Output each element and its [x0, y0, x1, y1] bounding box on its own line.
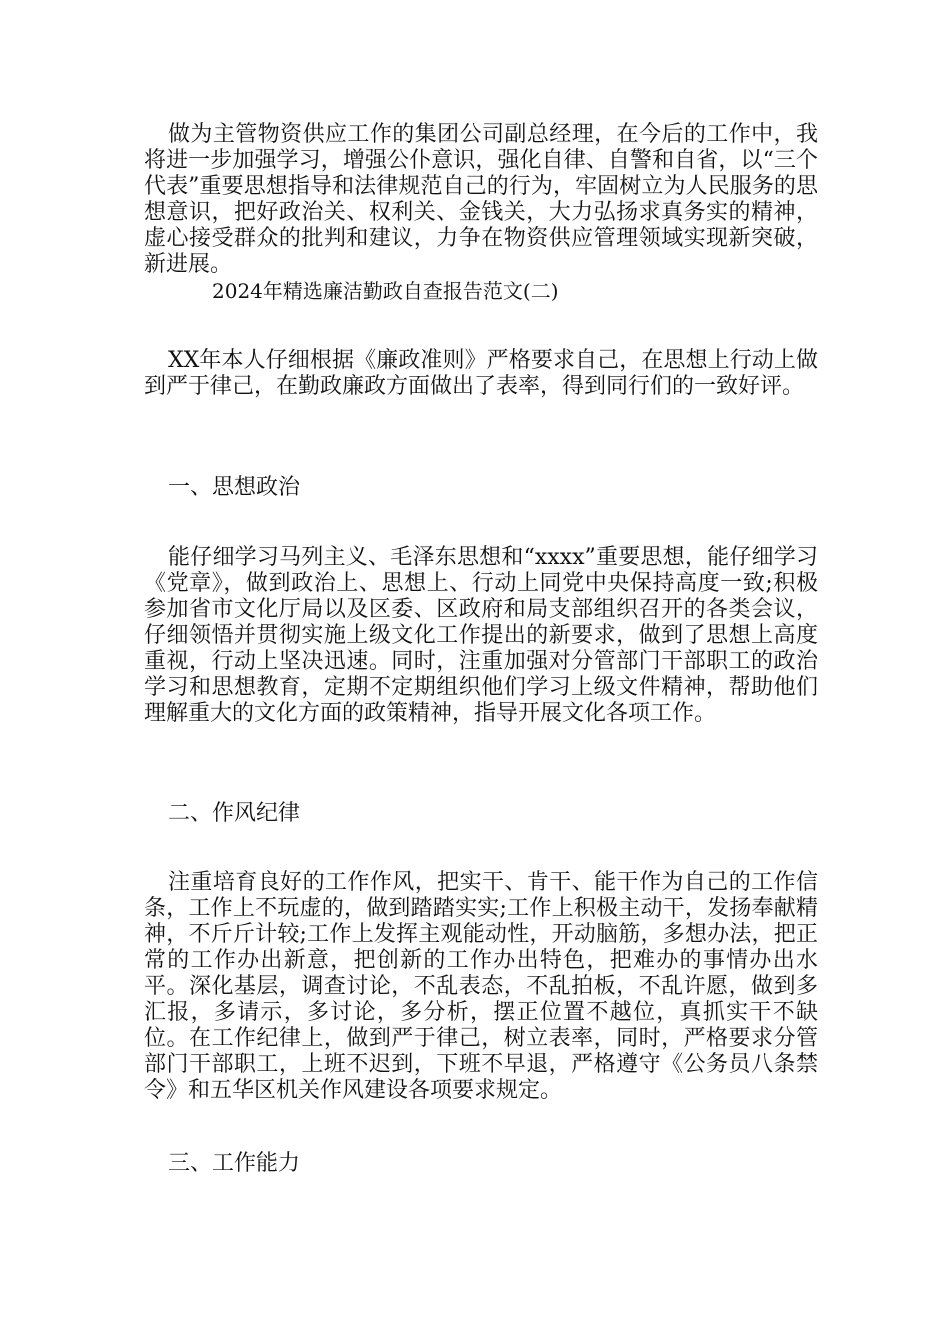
- paragraph-section-2: 注重培育良好的工作作风，把实干、肯干、能干作为自己的工作信条，工作上不玩虚的，做到踏踏实实;工作上积极主动干，发扬奉献精神，不斤斤计较;工作上发挥主观能动性，开动脑筋，多想办法，把正常的工作办出新意，把创新的工作办出特色，把难办的事情办出水平。深化基层，调查讨论，不乱表态，不乱拍板，不乱许愿，做到多汇报，多请示，多讨论，多分析，摆正位置不越位，真抓实干不缺位。在工作纪律上，做到严于律己，树立表率，同时，严格要求分管部门干部职工，上班不迟到，下班不早退，严格遵守《公务员八条禁令》和五华区机关作风建设各项要求规定。: [144, 870, 818, 1103]
- paragraph-intro: 做为主管物资供应工作的集团公司副总经理，在今后的工作中，我将进一步加强学习，增强公仆意识，强化自律、自警和自省，以“三个代表”重要思想指导和法律规范自己的行为，牢固树立为人民服务的思想意识，把好政治关、权利关、金钱关，大力弘扬求真务实的精神，虚心接受群众的批判和建议，力争在物资供应管理领域实现新突破，新进展。: [144, 122, 818, 277]
- section-heading-2: 二、作风纪律: [168, 801, 301, 826]
- paragraph-opening: XX年本人仔细根据《廉政准则》严格要求自己，在思想上行动上做到严于律己，在勤政廉政方面做出了表率，得到同行们的一致好评。: [144, 348, 818, 399]
- document-title: 2024年精选廉洁勤政自查报告范文(二): [212, 279, 559, 303]
- paragraph-section-1: 能仔细学习马列主义、毛泽东思想和“xxxx”重要思想，能仔细学习《党章》，做到政治上、思想上、行动上同党中央保持高度一致;积极参加省市文化厅局以及区委、区政府和局支部组织召开的各类会议，仔细领悟并贯彻实施上级文化工作提出的新要求，做到了思想上高度重视，行动上坚决迅速。同时，注重加强对分管部门干部职工的政治学习和思想教育，定期不定期组织他们学习上级文件精神，帮助他们理解重大的文化方面的政策精神，指导开展文化各项工作。: [144, 545, 818, 726]
- section-heading-1: 一、思想政治: [168, 475, 301, 500]
- section-heading-3: 三、工作能力: [168, 1151, 301, 1176]
